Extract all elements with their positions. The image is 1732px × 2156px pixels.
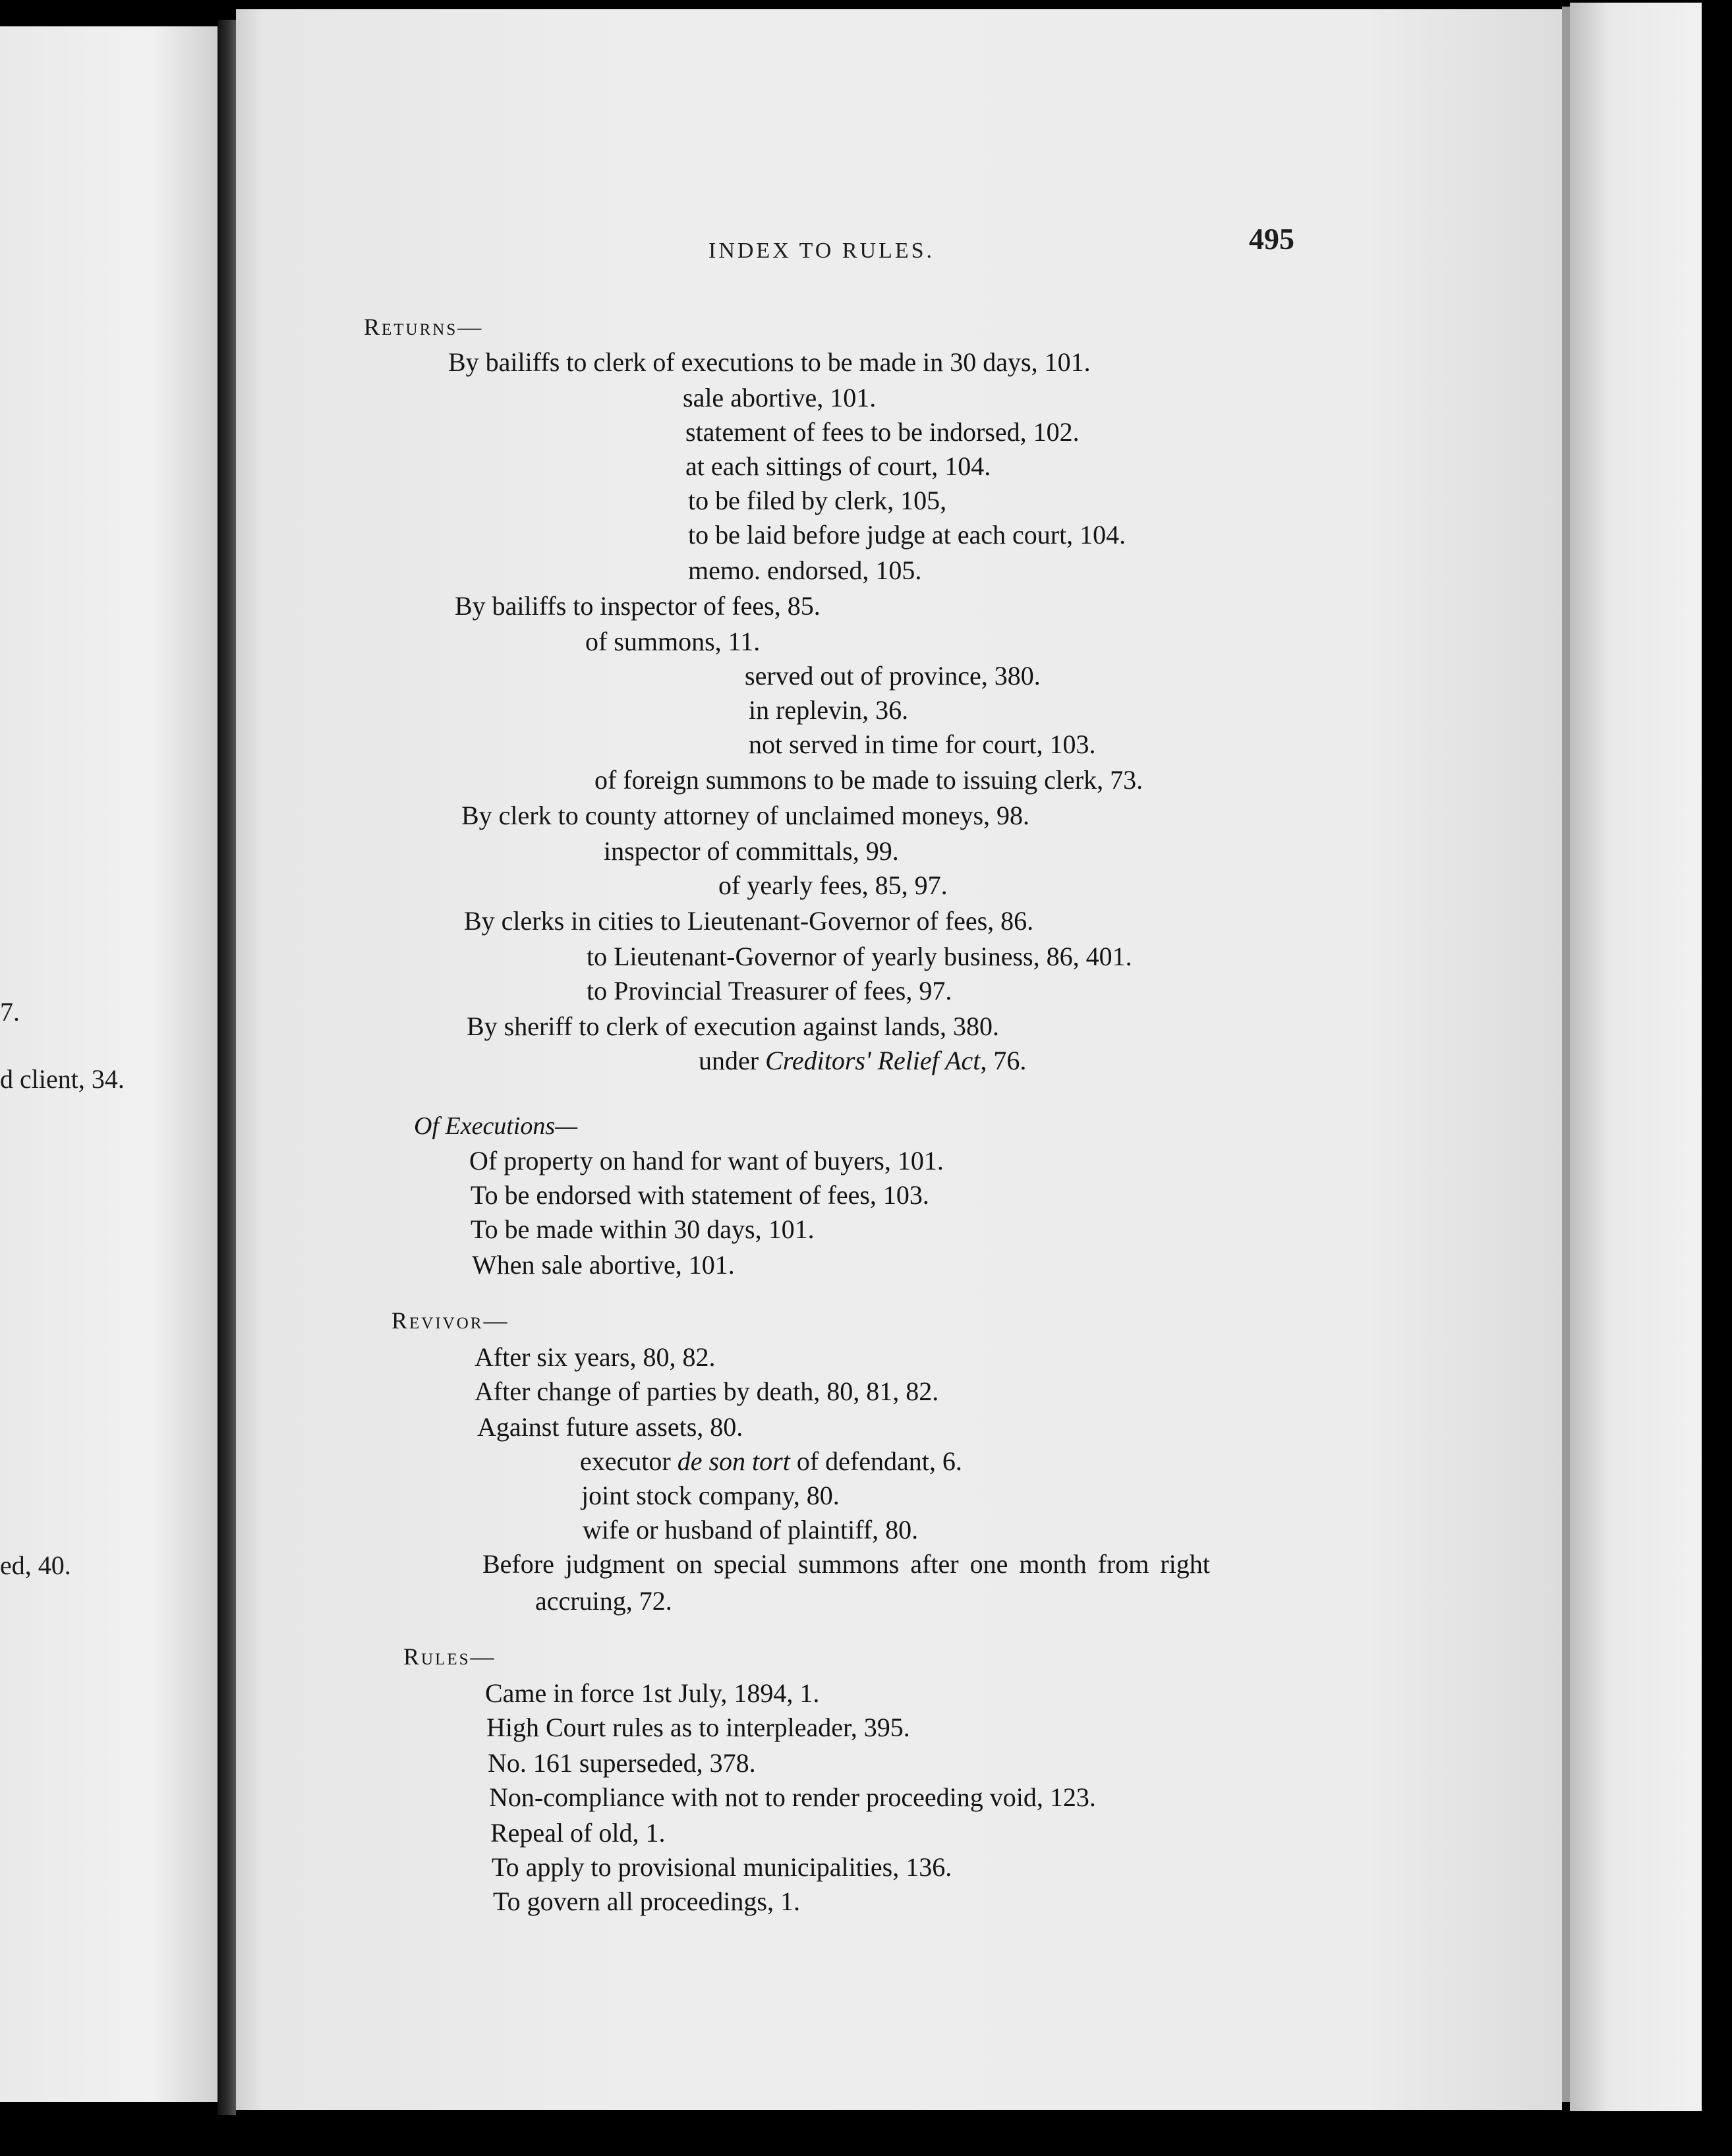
index-entry: Came in force 1st July, 1894, 1. [485, 1678, 820, 1708]
index-entry: Repeal of old, 1. [490, 1818, 666, 1848]
index-entry: By bailiffs to inspector of fees, 85. [455, 591, 821, 621]
index-entry: Of property on hand for want of buyers, 101. [469, 1146, 944, 1176]
book-gutter [217, 20, 236, 2115]
page-number: 495 [1249, 222, 1294, 256]
index-entry: When sale abortive, 101. [472, 1250, 735, 1280]
index-entry: To be endorsed with statement of fees, 103. [471, 1180, 929, 1210]
index-entry: Against future assets, 80. [477, 1412, 743, 1442]
index-entry: By clerks in cities to Lieutenant-Governor of fees, 86. [464, 906, 1034, 936]
left-page-fragment: d client, 34. [0, 1064, 125, 1094]
index-entry: By bailiffs to clerk of executions to be made in 30 days, 101. [448, 347, 1091, 377]
index-entry: statement of fees to be indorsed, 102. [685, 417, 1080, 447]
index-entry: of foreign summons to be made to issuing clerk, 73. [594, 765, 1143, 795]
index-entry: in replevin, 36. [749, 695, 909, 725]
section-heading-rules: Rules— [403, 1643, 496, 1670]
index-entry: To be made within 30 days, 101. [471, 1214, 815, 1244]
index-entry: To apply to provisional municipalities, 136. [492, 1852, 952, 1882]
entry-text: of defendant, 6. [790, 1446, 962, 1476]
left-page-fragment: 7. [0, 997, 20, 1027]
index-entry: to be laid before judge at each court, 104. [688, 520, 1126, 550]
index-entry: High Court rules as to interpleader, 395. [486, 1713, 910, 1742]
index-entry: of summons, 11. [585, 627, 761, 656]
section-heading-revivor: Revivor— [391, 1307, 509, 1334]
entry-text: , 76. [980, 1046, 1027, 1075]
left-page-fragment: ed, 40. [0, 1550, 71, 1580]
section-heading-executions: Of Executions— [414, 1112, 578, 1140]
entry-italic-text: de son tort [677, 1446, 790, 1476]
index-entry: at each sittings of court, 104. [685, 451, 991, 481]
index-entry: sale abortive, 101. [683, 383, 877, 412]
index-entry: of yearly fees, 85, 97. [718, 870, 948, 900]
index-entry: to Provincial Treasurer of fees, 97. [587, 976, 952, 1006]
index-entry [699, 1048, 1026, 1074]
index-entry: After change of parties by death, 80, 81, 82. [475, 1376, 939, 1406]
index-entry [580, 1448, 962, 1475]
entry-text: executor [580, 1446, 678, 1476]
index-entry: Before judgment on special summons after one month from right [482, 1549, 1210, 1579]
page-edge [1562, 7, 1570, 2102]
index-entry: accruing, 72. [535, 1586, 672, 1616]
index-entry: to Lieutenant-Governor of yearly business, 86, 401. [587, 942, 1132, 971]
index-entry: not served in time for court, 103. [749, 729, 1096, 759]
index-entry: memo. endorsed, 105. [688, 555, 922, 585]
section-heading-returns: Returns— [364, 314, 484, 340]
index-entry: No. 161 superseded, 378. [488, 1748, 756, 1778]
running-header: INDEX TO RULES. [708, 239, 935, 263]
index-entry: By sheriff to clerk of execution against lands, 380. [467, 1011, 999, 1041]
entry-text: under [699, 1046, 766, 1075]
index-entry: served out of province, 380. [745, 661, 1041, 691]
back-page [1570, 3, 1702, 2111]
index-entry: To govern all proceedings, 1. [493, 1886, 800, 1916]
index-entry: wife or husband of plaintiff, 80. [583, 1515, 919, 1545]
entry-italic-text: Creditors' Relief Act [765, 1046, 981, 1075]
index-entry: After six years, 80, 82. [475, 1342, 716, 1372]
index-entry: joint stock company, 80. [581, 1481, 840, 1510]
index-entry: Non-compliance with not to render proceeding void, 123. [489, 1782, 1096, 1812]
index-entry: By clerk to county attorney of unclaimed moneys, 98. [461, 801, 1030, 830]
index-entry: inspector of committals, 99. [604, 836, 899, 866]
index-entry: to be filed by clerk, 105, [688, 486, 947, 515]
